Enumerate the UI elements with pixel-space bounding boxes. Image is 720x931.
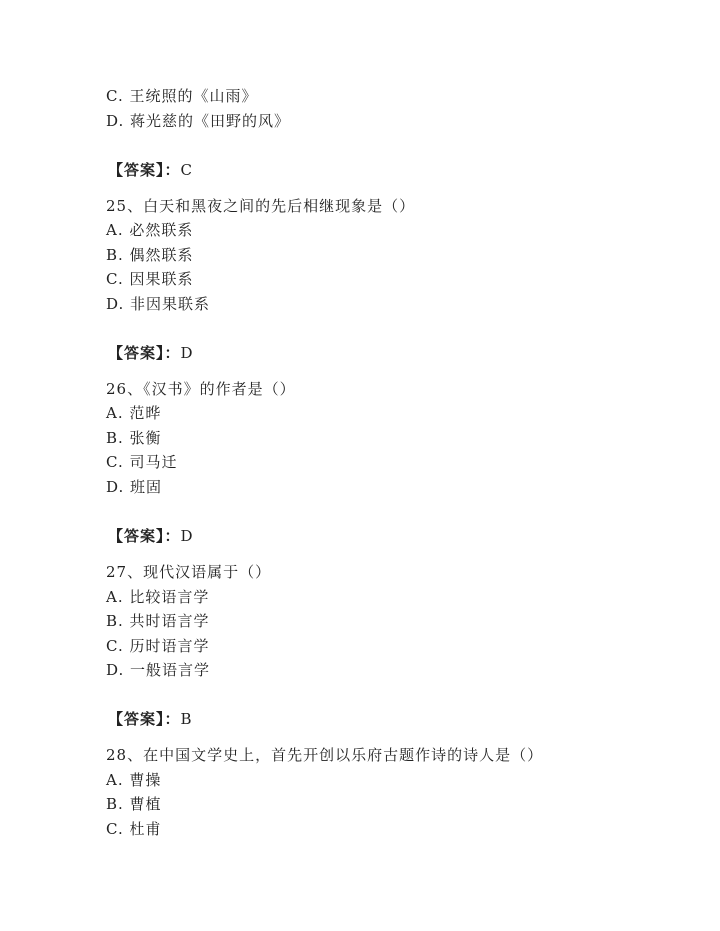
option-c: C. 历时语言学 [106,637,210,655]
answer-line [108,526,194,546]
answer-separator: ： [164,710,181,728]
option-a: A. 必然联系 [106,221,194,239]
option-c: C. 司马迁 [106,453,178,471]
answer-line [108,160,193,180]
answer-label: 【答案】 [108,344,165,362]
option-d: D. 一般语言学 [106,661,211,679]
option-b: B. 张衡 [106,429,162,447]
answer-line [108,343,194,363]
question-stem: 25、白天和黑夜之间的先后相继现象是（） [106,197,416,215]
option-d: D. 班固 [106,478,163,496]
answer-separator: ： [164,344,181,362]
question-stem: 27、现代汉语属于（） [106,563,272,581]
answer-value: D [180,344,194,362]
answer-value: B [180,710,193,728]
option-c: C. 王统照的《山雨》 [106,87,258,105]
answer-label: 【答案】 [108,527,165,545]
option-b: B. 曹植 [106,795,162,813]
option-a: A. 比较语言学 [106,588,210,606]
answer-label: 【答案】 [108,710,165,728]
answer-separator: ： [164,161,181,179]
question-stem: 26、《汉书》的作者是（） [106,380,296,398]
option-c: C. 杜甫 [106,820,162,838]
answer-separator: ： [164,527,181,545]
option-d: D. 蒋光慈的《田野的风》 [106,112,291,130]
question-stem: 28、在中国文学史上，首先开创以乐府古题作诗的诗人是（） [106,746,544,764]
answer-line [108,709,193,729]
answer-value: C [180,161,194,179]
answer-value: D [180,527,194,545]
option-c: C. 因果联系 [106,270,194,288]
option-a: A. 曹操 [106,771,162,789]
option-d: D. 非因果联系 [106,295,211,313]
option-a: A. 范晔 [106,404,162,422]
answer-label: 【答案】 [108,161,165,179]
option-b: B. 共时语言学 [106,612,210,630]
option-b: B. 偶然联系 [106,246,194,264]
